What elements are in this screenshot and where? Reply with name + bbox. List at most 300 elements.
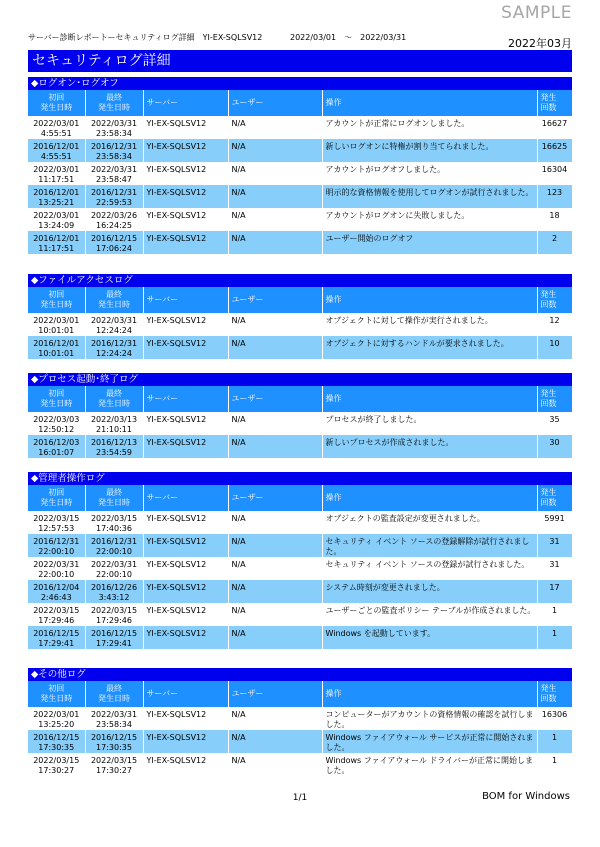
- cell-text: セキュリティ イベント ソースの登録解除が試行されました。: [325, 537, 530, 556]
- cell-text: 2016/12/01: [33, 339, 80, 348]
- cell-last-occurrence: [85, 707, 143, 730]
- header-label: 発生日時: [40, 498, 73, 507]
- cell-last-occurrence: [85, 336, 143, 359]
- cell-server: [143, 511, 228, 534]
- cell-text: セキュリティ イベント ソースの登録が試行されました。: [325, 560, 530, 569]
- cell-last-occurrence: [85, 511, 143, 534]
- cell-text: YI-EX-SQLSV12: [146, 756, 207, 765]
- log-section: [28, 373, 572, 458]
- col-last-occurrence: [85, 681, 143, 707]
- col-first-occurrence: [28, 287, 85, 313]
- col-operation: [322, 485, 537, 511]
- cell-text: 2016/12/01: [33, 234, 80, 243]
- cell-server: [143, 185, 228, 208]
- cell-count: [537, 626, 572, 649]
- table-row: [28, 231, 572, 254]
- section-title: ◆その他ログ: [28, 668, 572, 681]
- cell-text: 21:10:11: [96, 425, 132, 434]
- cell-text: YI-EX-SQLSV12: [146, 629, 207, 638]
- header-label: 最終: [106, 290, 122, 299]
- cell-server: [143, 626, 228, 649]
- cell-text: 2016/12/26: [90, 583, 138, 592]
- cell-text: 2016/12/15: [33, 733, 80, 742]
- table-row: [28, 208, 572, 231]
- cell-text: YI-EX-SQLSV12: [146, 514, 207, 523]
- cell-text: 1: [551, 629, 558, 638]
- cell-operation: [322, 412, 537, 435]
- header-label: 初回: [48, 684, 65, 693]
- header-label: 発生: [540, 389, 557, 398]
- cell-text: 2016/12/31: [90, 537, 138, 546]
- header-label: ユーザー: [231, 689, 264, 698]
- cell-user: [228, 557, 322, 580]
- cell-text: 2016/12/15: [33, 629, 80, 638]
- cell-operation: [322, 730, 537, 753]
- cell-text: YI-EX-SQLSV12: [146, 339, 207, 348]
- cell-text: 2016/12/13: [90, 438, 138, 447]
- cell-count: [537, 313, 572, 336]
- table-row: [28, 139, 572, 162]
- cell-text: 2022/03/01: [33, 165, 80, 174]
- cell-operation: [322, 557, 537, 580]
- log-table: [28, 485, 573, 649]
- header-label: 発生日時: [98, 300, 130, 309]
- cell-user: [228, 626, 322, 649]
- cell-server: [143, 208, 228, 231]
- cell-operation: [322, 580, 537, 603]
- header-label: 操作: [325, 493, 342, 502]
- cell-text: 2016/12/03: [33, 438, 80, 447]
- cell-count: [537, 534, 572, 557]
- table-row: [28, 730, 572, 753]
- table-row: [28, 435, 572, 458]
- table-row: [28, 626, 572, 649]
- col-count: [537, 485, 572, 511]
- cell-text: 22:00:10: [38, 547, 75, 556]
- cell-count: [537, 336, 572, 359]
- cell-text: 4:55:51: [40, 152, 72, 161]
- cell-user: [228, 511, 322, 534]
- cell-text: 明示的な資格情報を使用してログオンが試行されました。: [325, 188, 534, 197]
- cell-operation: [322, 313, 537, 336]
- table-row: [28, 116, 572, 139]
- col-operation: [322, 681, 537, 707]
- col-operation: [322, 90, 537, 116]
- cell-text: Windows ファイアウォール ドライバーが正常に開始しました。: [325, 756, 534, 775]
- cell-first-occurrence: [28, 162, 85, 185]
- cell-last-occurrence: [85, 313, 143, 336]
- header-label: 発生日時: [98, 399, 130, 408]
- cell-operation: [322, 139, 537, 162]
- cell-last-occurrence: [85, 753, 143, 776]
- cell-text: 22:00:10: [38, 570, 75, 579]
- cell-count: [537, 185, 572, 208]
- cell-text: N/A: [231, 119, 246, 128]
- cell-text: 11:17:51: [38, 175, 75, 184]
- cell-text: 17: [549, 583, 560, 592]
- cell-text: 16625: [541, 142, 568, 151]
- cell-server: [143, 336, 228, 359]
- log-table: [28, 386, 573, 458]
- col-operation: [322, 386, 537, 412]
- cell-text: N/A: [231, 165, 246, 174]
- cell-text: N/A: [231, 560, 246, 569]
- col-last-occurrence: [85, 90, 143, 116]
- report-year-month: 2022年03月: [508, 37, 572, 50]
- cell-text: 2016/12/31: [90, 339, 138, 348]
- cell-text: 10:01:01: [38, 326, 75, 335]
- cell-count: [537, 162, 572, 185]
- cell-text: 17:40:36: [96, 524, 132, 533]
- cell-last-occurrence: [85, 139, 143, 162]
- cell-count: [537, 753, 572, 776]
- cell-text: 2022/03/15: [33, 606, 80, 615]
- cell-server: [143, 313, 228, 336]
- log-table: [28, 681, 573, 776]
- col-first-occurrence: [28, 485, 85, 511]
- cell-last-occurrence: [85, 231, 143, 254]
- col-server: [143, 287, 228, 313]
- header-label: 発生日時: [40, 300, 73, 309]
- cell-count: [537, 707, 572, 730]
- cell-user: [228, 534, 322, 557]
- cell-server: [143, 139, 228, 162]
- cell-text: 2022/03/15: [90, 756, 138, 765]
- cell-text: 2022/03/01: [33, 710, 80, 719]
- cell-text: 22:00:10: [96, 570, 132, 579]
- table-header-row: [28, 287, 572, 313]
- cell-last-occurrence: [85, 435, 143, 458]
- cell-text: 2: [551, 234, 558, 243]
- col-first-occurrence: [28, 90, 85, 116]
- cell-text: 17:30:27: [96, 766, 132, 775]
- col-first-occurrence: [28, 386, 85, 412]
- cell-text: 2016/12/04: [33, 583, 80, 592]
- table-header-row: [28, 90, 572, 116]
- cell-server: [143, 162, 228, 185]
- cell-text: 23:58:47: [96, 175, 132, 184]
- cell-text: 13:25:20: [38, 720, 75, 729]
- cell-text: 17:29:46: [38, 616, 75, 625]
- cell-text: YI-EX-SQLSV12: [146, 119, 207, 128]
- cell-user: [228, 580, 322, 603]
- col-last-occurrence: [85, 287, 143, 313]
- cell-text: 17:06:24: [96, 244, 132, 253]
- cell-first-occurrence: [28, 557, 85, 580]
- table-row: [28, 336, 572, 359]
- cell-operation: [322, 707, 537, 730]
- col-last-occurrence: [85, 485, 143, 511]
- cell-text: 2:46:43: [40, 593, 72, 602]
- header-label: 初回: [48, 488, 65, 497]
- cell-text: 2022/03/15: [33, 756, 80, 765]
- cell-text: 4:55:51: [40, 129, 72, 138]
- col-count: [537, 90, 572, 116]
- header-label: サーバー: [146, 295, 179, 304]
- cell-text: N/A: [231, 606, 246, 615]
- cell-text: 2022/03/01: [33, 211, 80, 220]
- table-header-row: [28, 386, 572, 412]
- header-label: 最終: [106, 389, 122, 398]
- cell-text: 23:58:34: [96, 129, 132, 138]
- cell-user: [228, 116, 322, 139]
- header-label: ユーザー: [231, 493, 264, 502]
- cell-text: オブジェクトに対するハンドルが要求されました。: [325, 339, 509, 348]
- header-label: 初回: [48, 389, 65, 398]
- cell-text: 12:24:24: [96, 349, 132, 358]
- cell-operation: [322, 534, 537, 557]
- cell-text: N/A: [231, 234, 246, 243]
- cell-text: 30: [549, 438, 560, 447]
- section-title: ◆管理者操作ログ: [28, 472, 572, 485]
- col-count: [537, 386, 572, 412]
- cell-text: 3:43:12: [98, 593, 130, 602]
- cell-text: 2022/03/31: [90, 560, 138, 569]
- footer-brand: BOM for Windows: [482, 791, 570, 802]
- header-label: 発生: [540, 290, 557, 299]
- cell-text: 17:29:41: [96, 639, 132, 648]
- header-label: 発生日時: [98, 694, 130, 703]
- cell-text: 2022/03/31: [90, 316, 138, 325]
- cell-first-occurrence: [28, 139, 85, 162]
- header-label: 発生: [540, 93, 557, 102]
- col-server: [143, 90, 228, 116]
- cell-text: 2022/03/31: [90, 710, 138, 719]
- header-label: 操作: [325, 689, 342, 698]
- cell-text: 23:58:34: [96, 152, 132, 161]
- col-count: [537, 287, 572, 313]
- cell-text: YI-EX-SQLSV12: [146, 537, 207, 546]
- cell-text: 12:24:24: [96, 326, 132, 335]
- cell-first-occurrence: [28, 435, 85, 458]
- cell-text: 31: [549, 560, 560, 569]
- cell-text: YI-EX-SQLSV12: [146, 560, 207, 569]
- cell-last-occurrence: [85, 185, 143, 208]
- cell-last-occurrence: [85, 162, 143, 185]
- report-title: サーバー診断レポートーセキュリティログ詳細 YI-EX-SQLSV12: [28, 33, 263, 42]
- cell-user: [228, 707, 322, 730]
- cell-text: Windows ファイアウォール サービスが正常に開始されました。: [325, 733, 534, 752]
- cell-text: 1: [551, 756, 558, 765]
- header-label: サーバー: [146, 394, 179, 403]
- cell-server: [143, 707, 228, 730]
- cell-text: ユーザー開始のログオフ: [325, 234, 414, 243]
- cell-text: システム時刻が変更されました。: [325, 583, 445, 592]
- cell-count: [537, 116, 572, 139]
- col-user: [228, 681, 322, 707]
- cell-last-occurrence: [85, 557, 143, 580]
- cell-first-occurrence: [28, 753, 85, 776]
- header-label: 最終: [106, 93, 122, 102]
- cell-text: YI-EX-SQLSV12: [146, 733, 207, 742]
- cell-text: 23:58:34: [96, 720, 132, 729]
- cell-text: N/A: [231, 733, 246, 742]
- cell-text: 16:01:07: [38, 448, 75, 457]
- header-label: 回数: [540, 498, 557, 507]
- cell-operation: [322, 185, 537, 208]
- cell-first-occurrence: [28, 603, 85, 626]
- cell-user: [228, 185, 322, 208]
- report-period: 2022/03/01 ～ 2022/03/31: [290, 33, 407, 42]
- cell-server: [143, 580, 228, 603]
- cell-last-occurrence: [85, 580, 143, 603]
- cell-text: N/A: [231, 514, 246, 523]
- cell-text: 35: [549, 415, 560, 424]
- cell-text: YI-EX-SQLSV12: [146, 234, 207, 243]
- cell-last-occurrence: [85, 626, 143, 649]
- table-row: [28, 162, 572, 185]
- cell-text: 2022/03/03: [33, 415, 80, 424]
- cell-text: 17:30:35: [38, 743, 75, 752]
- col-server: [143, 485, 228, 511]
- cell-first-occurrence: [28, 580, 85, 603]
- log-table: [28, 287, 573, 359]
- table-row: [28, 511, 572, 534]
- header-label: ユーザー: [231, 394, 264, 403]
- cell-text: アカウントがログオフしました。: [325, 165, 446, 174]
- cell-server: [143, 730, 228, 753]
- cell-text: オブジェクトに対して操作が実行されました。: [325, 316, 493, 325]
- cell-last-occurrence: [85, 534, 143, 557]
- cell-text: 10:01:01: [38, 349, 75, 358]
- cell-text: YI-EX-SQLSV12: [146, 142, 207, 151]
- log-section: [28, 472, 572, 649]
- table-row: [28, 580, 572, 603]
- cell-text: 1: [551, 606, 558, 615]
- cell-text: N/A: [231, 211, 246, 220]
- cell-text: 22:59:53: [96, 198, 132, 207]
- cell-text: Windows を起動しています。: [325, 629, 436, 638]
- cell-user: [228, 313, 322, 336]
- cell-text: 13:24:09: [38, 221, 75, 230]
- header-label: 発生: [540, 488, 557, 497]
- cell-user: [228, 231, 322, 254]
- cell-text: 18: [549, 211, 560, 220]
- cell-text: N/A: [231, 339, 246, 348]
- table-row: [28, 753, 572, 776]
- report-header: [28, 32, 572, 50]
- cell-text: アカウントがログオンに失敗しました。: [325, 211, 470, 220]
- log-section: [28, 77, 572, 254]
- header-label: 発生: [540, 684, 557, 693]
- cell-user: [228, 336, 322, 359]
- cell-text: 2022/03/31: [90, 119, 138, 128]
- section-title: ◆ファイルアクセスログ: [28, 274, 572, 287]
- cell-text: ユーザーごとの監査ポリシー テーブルが作成されました。: [325, 606, 536, 615]
- cell-first-occurrence: [28, 626, 85, 649]
- cell-text: オブジェクトの監査設定が変更されました。: [325, 514, 485, 523]
- cell-text: N/A: [231, 583, 246, 592]
- cell-user: [228, 435, 322, 458]
- cell-text: N/A: [231, 438, 246, 447]
- cell-server: [143, 603, 228, 626]
- cell-text: プロセスが終了しました。: [325, 415, 422, 424]
- header-label: 発生日時: [40, 399, 73, 408]
- cell-text: 12:57:53: [38, 524, 75, 533]
- cell-text: 5991: [544, 514, 565, 523]
- cell-first-occurrence: [28, 412, 85, 435]
- cell-user: [228, 139, 322, 162]
- cell-user: [228, 162, 322, 185]
- cell-text: 17:30:35: [96, 743, 132, 752]
- cell-count: [537, 580, 572, 603]
- cell-first-occurrence: [28, 231, 85, 254]
- header-label: 操作: [325, 295, 342, 304]
- header-label: 回数: [540, 694, 557, 703]
- col-operation: [322, 287, 537, 313]
- log-section: [28, 668, 572, 776]
- cell-text: アカウントが正常にログオンしました。: [325, 119, 470, 128]
- cell-text: 2016/12/31: [90, 142, 138, 151]
- cell-text: 2016/12/31: [33, 537, 80, 546]
- header-label: 操作: [325, 394, 342, 403]
- cell-text: 2016/12/01: [33, 188, 80, 197]
- header-label: ユーザー: [231, 295, 264, 304]
- cell-text: 2022/03/13: [90, 415, 138, 424]
- cell-text: 2022/03/15: [90, 606, 138, 615]
- cell-first-occurrence: [28, 534, 85, 557]
- cell-text: 2016/12/15: [90, 733, 138, 742]
- table-row: [28, 534, 572, 557]
- header-label: 最終: [106, 684, 122, 693]
- cell-server: [143, 412, 228, 435]
- table-row: [28, 603, 572, 626]
- col-first-occurrence: [28, 681, 85, 707]
- cell-text: YI-EX-SQLSV12: [146, 583, 207, 592]
- table-row: [28, 557, 572, 580]
- cell-server: [143, 753, 228, 776]
- cell-text: 12: [549, 316, 560, 325]
- cell-text: 新しいログオンに特権が割り当てられました。: [325, 142, 494, 151]
- header-label: ユーザー: [231, 98, 264, 107]
- header-label: サーバー: [146, 493, 179, 502]
- cell-text: 2022/03/01: [33, 119, 80, 128]
- cell-text: 17:29:46: [96, 616, 132, 625]
- cell-text: 23:54:59: [96, 448, 132, 457]
- cell-count: [537, 139, 572, 162]
- col-user: [228, 287, 322, 313]
- cell-server: [143, 116, 228, 139]
- cell-server: [143, 534, 228, 557]
- cell-text: 13:25:21: [38, 198, 75, 207]
- cell-text: N/A: [231, 710, 246, 719]
- col-server: [143, 386, 228, 412]
- cell-first-occurrence: [28, 511, 85, 534]
- cell-text: 16306: [541, 710, 568, 719]
- cell-operation: [322, 753, 537, 776]
- cell-operation: [322, 231, 537, 254]
- col-last-occurrence: [85, 386, 143, 412]
- cell-text: 2016/12/15: [90, 629, 138, 638]
- cell-operation: [322, 603, 537, 626]
- cell-text: YI-EX-SQLSV12: [146, 606, 207, 615]
- cell-text: 11:17:51: [38, 244, 75, 253]
- header-label: 回数: [540, 103, 557, 112]
- col-user: [228, 90, 322, 116]
- cell-text: 2022/03/31: [90, 165, 138, 174]
- cell-text: YI-EX-SQLSV12: [146, 438, 207, 447]
- cell-server: [143, 557, 228, 580]
- cell-first-occurrence: [28, 336, 85, 359]
- sample-watermark: SAMPLE: [501, 3, 572, 23]
- cell-first-occurrence: [28, 116, 85, 139]
- cell-text: 1: [551, 733, 558, 742]
- cell-text: N/A: [231, 316, 246, 325]
- header-label: 発生日時: [40, 694, 73, 703]
- cell-operation: [322, 511, 537, 534]
- section-title: ◆ログオン･ログオフ: [28, 77, 572, 90]
- cell-text: 12:50:12: [38, 425, 75, 434]
